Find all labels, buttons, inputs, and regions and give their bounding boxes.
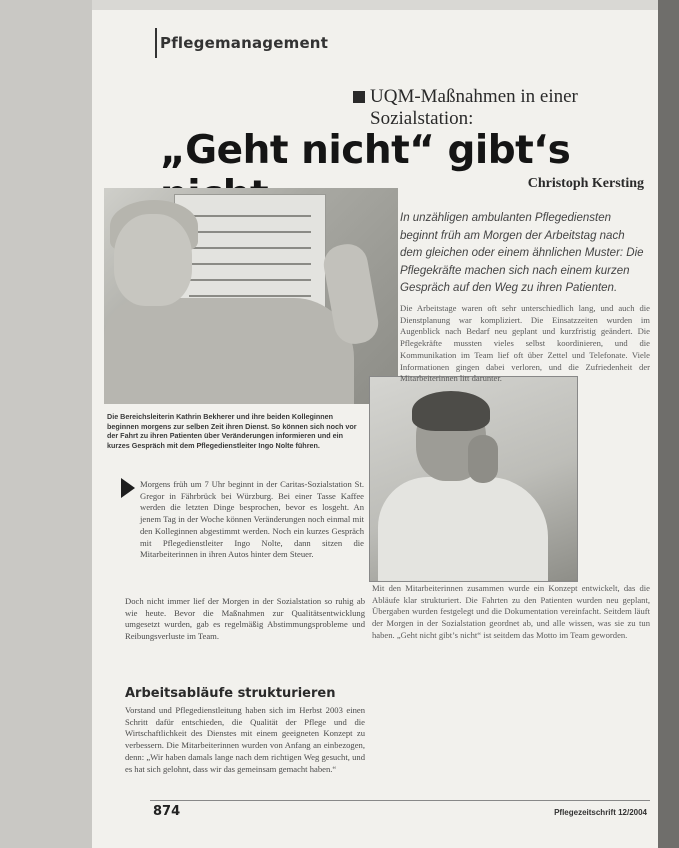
section-rule [155,28,157,58]
photo-man-on-phone [369,376,578,582]
subtitle-bullet [353,91,365,103]
photo-nurse-at-board [104,188,398,404]
article-author: Christoph Kersting [527,176,644,191]
photo-caption: Die Bereichsleiterin Kathrin Bekherer und ihre beiden Kolleginnen beginnen morgens zur selben Zeit ihren Dienst. So können sich noch vor der Fahrt zu ihren Patienten über Veränderungen informieren und ein kurzes Gespräch mit dem Pflegedienstleiter Ingo Nolte führen. [107,412,357,450]
section-label: Pflegemanagement [160,34,329,52]
body-column-1-paragraph-3: Vorstand und Pflegedienstleitung haben sich im Herbst 2003 einen Schritt dafür entschieden, die Qualität der Pflege und die Wirtschaftlichkeit des Dienstes mit einem geeigneten Konzept zu verbessern. Die Mitarbeiterinnen wurden von Anfang an einbezogen, denn: „Wir haben damals lange nach dem richtigen Weg gesucht, und es hat sich gelohnt, dass wir das gemeinsam gemacht haben.“ [125,705,365,774]
article-intro: In unzähligen ambulanten Pflegediensten beginnt früh am Morgen der Arbeitstag nach dem gleichen oder einem ähnlichen Muster: Die Pflegekräfte machen sich nach einem kurzen Gespräch auf den Weg zu ihren Patienten. [400,212,644,295]
body-column-1-paragraph-2: Doch nicht immer lief der Morgen in der Sozialstation so ruhig ab wie heute. Bevor die Maßnahmen zur Qualitätsentwicklung umgesetzt wurden, gab es regelmäßig Abstimmungsprobleme und Reibungsverluste im Team. [125,596,365,642]
section-heading: Arbeitsabläufe strukturieren [125,686,336,701]
article-title: „Geht nicht“ gibt‘s [160,128,571,173]
page-number: 874 [153,804,181,819]
body-column-1-paragraph-1: Morgens früh um 7 Uhr beginnt in der Caritas-Sozialstation St. Gregor in Fährbrück bei Würzburg. Bei einer Tasse Kaffee werden die letzten Dinge besprochen, bevor es losgeht. An jenem Tag in der Woche können Veränderungen noch einmal mit den Kolleginnen abgestimmt werden. Noch ein kurzes Gespräch mit Pflegedienstleiter Ingo Nolte, dann sitzen die Mitarbeiterinnen in ihren Autos hinter dem Steuer. [140,479,364,560]
article-subtitle: UQM-Maßnahmen in einer Sozialstation: [370,86,578,129]
page-gutter [0,0,92,848]
body-column-2-paragraph-1: Die Arbeitstage waren oft sehr unterschiedlich lang, und auch die Dienstplanung war kompliziert. Die Einsatzzeiten wurden im Augenblick nach Bedarf neu geplant und kurzfristig geändert. Die Pflegekräfte mussten vieles selbst koordinieren, und die Kommunikation im Team lief oft über Zettel und Telefonate. Viele Informationen gingen dabei verloren, und die Zufriedenheit der Mitarbeiterinnen litt darunter. [400,303,650,384]
start-arrow-icon [121,478,135,498]
body-column-2-paragraph-2: Mit den Mitarbeiterinnen zusammen wurde ein Konzept entwickelt, das die Abläufe klar strukturiert. Die Fahrten zu den Patienten wurden neu geplant, Übergaben wurden festgelegt und die Dokumentation vereinfacht. Seitdem läuft der Morgen in der Sozialstation geordnet ab, und alle wissen, was sie zu tun haben. „Geht nicht gibt’s nicht“ ist seitdem das Motto im Team geworden. [372,583,650,640]
footer-rule [150,800,650,801]
journal-issue: Pflegezeitschrift 12/2004 [554,808,647,817]
